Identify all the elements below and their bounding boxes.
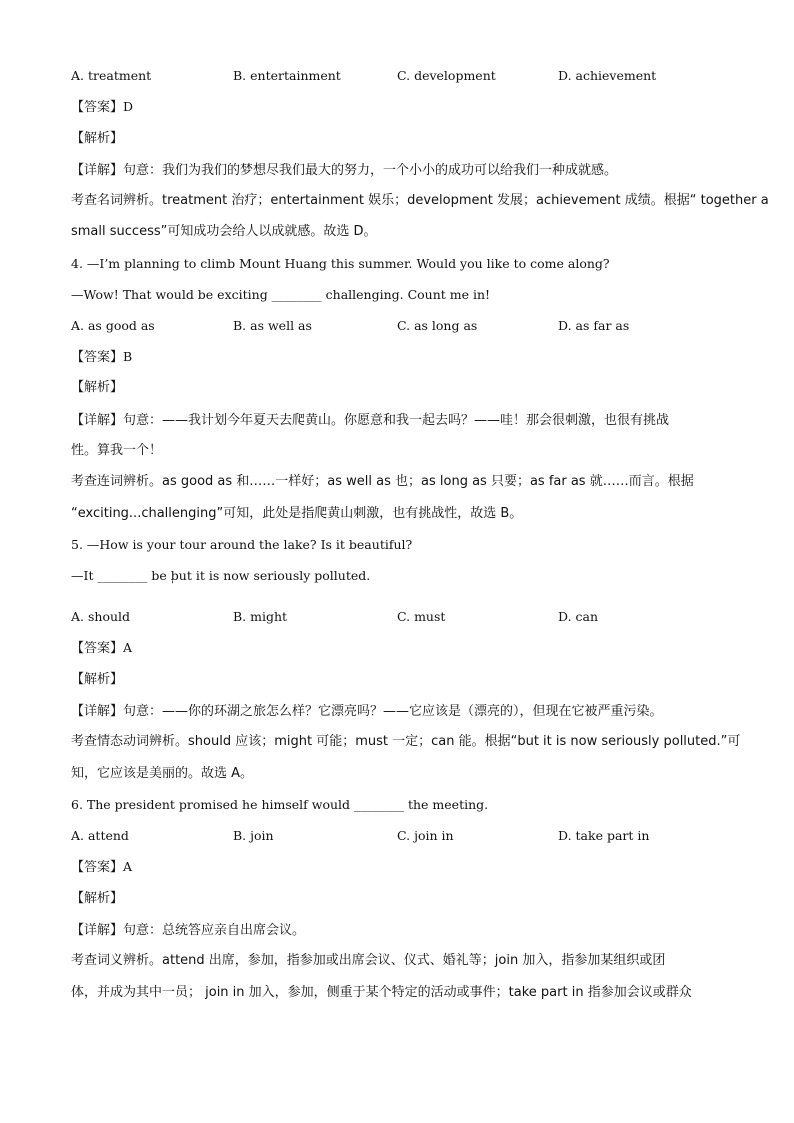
q4-detail-1: [71, 412, 669, 429]
q5-option-b: B. might: [233, 609, 288, 624]
q5-explain-2: 知，它应该是美丽的。故选 A。: [71, 766, 254, 781]
q3-answer: [71, 99, 133, 116]
q5-option-d: D. can: [558, 609, 599, 624]
q4-option-d: D. as far as: [558, 318, 630, 333]
q5-explain-1: 考查情态动词辨析。should 应该；might 可能；must 一定；can 能。根据“but it is now seriously polluted.”可: [71, 734, 741, 749]
q6-option-b: B. join: [233, 828, 274, 843]
q4-option-c: C. as long as: [397, 318, 478, 333]
detail-label: 【详解】: [71, 413, 124, 428]
q5-option-c: C. must: [397, 609, 446, 624]
q5-option-a: A. should: [71, 609, 131, 624]
q5-stem-2: —It ________ be but it is now seriously polluted.: [71, 568, 371, 583]
q6-stem: 6. The president promised he himself would ________ the meeting.: [71, 797, 489, 812]
detail-text: 句意：——你的环湖之旅怎么样？它漂亮吗？——它应该是（漂亮的），但现在它被严重污染。: [123, 704, 663, 719]
q3-explain-2: small success”可知成功会给人以成就感。故选 D。: [71, 224, 377, 239]
q4-option-b: B. as well as: [233, 318, 312, 333]
detail-label: 【详解】: [71, 704, 124, 719]
q5-answer: [71, 640, 132, 657]
q6-analysis-label: 【解析】: [71, 891, 124, 906]
q6-option-a: A. attend: [71, 828, 129, 843]
answer-value: B: [123, 349, 133, 364]
q4-answer: [71, 349, 132, 366]
q4-option-a: A. as good as: [71, 318, 155, 333]
detail-text: 句意：——我计划今年夏天去爬黄山。你愿意和我一起去吗？——哇！那会很刺激，也很有挑战: [123, 413, 670, 428]
q5-stem-1: 5. —How is your tour around the lake? Is it beautiful?: [71, 537, 413, 552]
detail-label: 【详解】: [71, 923, 124, 938]
q6-explain-1: 考查词义辨析。attend 出席，参加，指参加或出席会议、仪式、婚礼等；join 加入，指参加某组织或团: [71, 953, 666, 968]
q6-explain-2: 体，并成为其中一员； join in 加入，参加，侧重于某个特定的活动或事件；take part in 指参加会议或群众: [71, 985, 692, 1000]
answer-value: A: [123, 640, 133, 655]
answer-value: D: [123, 99, 134, 114]
q3-explain-1: 考查名词辨析。treatment 治疗；entertainment 娱乐；development 发展；achievement 成绩。根据“ together a: [71, 193, 769, 208]
q6-option-c: C. join in: [397, 828, 454, 843]
answer-label: 【答案】: [71, 860, 124, 875]
q4-explain-1: 考查连词辨析。as good as 和……一样好；as well as 也；as long as 只要；as far as 就……而言。根据: [71, 474, 694, 489]
q5-detail: [71, 703, 663, 720]
answer-label: 【答案】: [71, 641, 124, 656]
q4-stem-2: —Wow! That would be exciting ________ challenging. Count me in!: [71, 287, 491, 302]
q6-option-d: D. take part in: [558, 828, 650, 843]
detail-label: 【详解】: [71, 163, 124, 178]
q4-stem-1: 4. —I’m planning to climb Mount Huang this summer. Would you like to come along?: [71, 256, 610, 271]
q4-analysis-label: 【解析】: [71, 380, 124, 395]
q3-option-b: B. entertainment: [233, 68, 341, 83]
detail-text: 句意：我们为我们的梦想尽我们最大的努力，一个小小的成功可以给我们一种成就感。: [123, 163, 618, 178]
q4-explain-2: “exciting...challenging”可知，此处是指爬黄山刺激，也有挑战性，故选 B。: [71, 506, 523, 521]
q6-answer: [71, 859, 132, 876]
stray-mark: ': [171, 580, 174, 591]
answer-label: 【答案】: [71, 350, 124, 365]
answer-value: A: [123, 859, 133, 874]
q3-option-c: C. development: [397, 68, 496, 83]
q3-option-d: D. achievement: [558, 68, 657, 83]
q6-detail: [71, 922, 305, 939]
q5-analysis-label: 【解析】: [71, 672, 124, 687]
q4-detail-2: 性。算我一个！: [71, 443, 163, 458]
q3-analysis-label: 【解析】: [71, 131, 124, 146]
q3-detail: [71, 162, 617, 179]
detail-text: 句意：总统答应亲自出席会议。: [123, 923, 306, 938]
q3-option-a: A. treatment: [71, 68, 152, 83]
answer-label: 【答案】: [71, 100, 124, 115]
